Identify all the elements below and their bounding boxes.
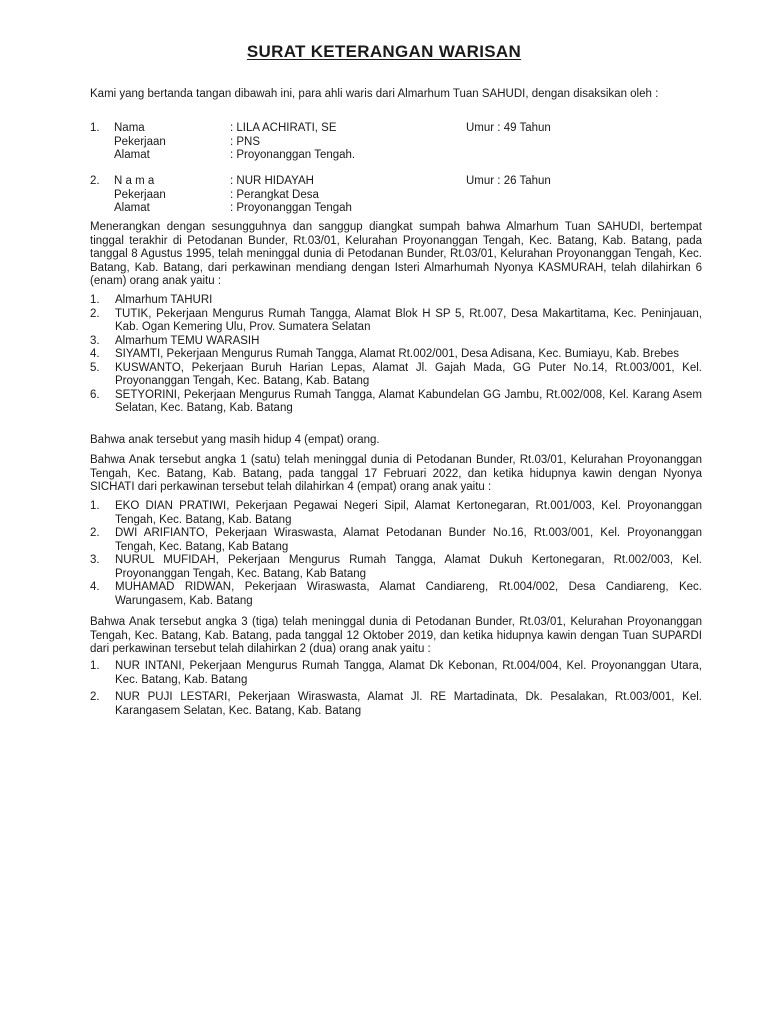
address-label: Alamat <box>114 149 150 161</box>
name-value: : LILA ACHIRATI, SE <box>230 122 337 134</box>
name-value: : NUR HIDAYAH <box>230 175 314 187</box>
address-label: Alamat <box>114 202 150 214</box>
job-label: Pekerjaan <box>114 188 166 201</box>
grandchildren-list-1 <box>90 500 702 608</box>
list-item: 4. MUHAMAD RIDWAN, Pekerjaan Wiraswasta, Alamat Candiareng, Rt.004/002, Desa Candiareng, Kec. Warungasem, Kab. Batang <box>90 581 702 607</box>
name-label: Nama <box>114 122 145 134</box>
grandchildren-list-3b <box>90 691 702 718</box>
job-value: : Perangkat Desa <box>230 188 319 201</box>
document-title: SURAT KETERANGAN WARISAN <box>246 42 522 61</box>
heir-number: 1. <box>90 122 100 134</box>
job-label: Pekerjaan <box>114 135 166 148</box>
child3-paragraph: Bahwa Anak tersebut angka 3 (tiga) telah meninggal dunia di Petodanan Bunder, Rt.03/01, Kelurahan Proyonanggan Tengah, Kec. Batang, Kab. Batang, pada tanggal 12 Oktober 2019, dan ketika hidupnya kawin dengan Tuan SUPARDI dari perkawinan tersebut telah dilahirkan 2 (dua) orang anak yaitu : <box>90 616 702 655</box>
heir-2 <box>90 175 702 216</box>
heir-number: 2. <box>90 175 100 187</box>
list-item: 1. EKO DIAN PRATIWI, Pekerjaan Pegawai Negeri Sipil, Alamat Kertonegaran, Rt.001/003, Kel. Proyonanggan Tengah, Kec. Batang, Kab. Batang <box>90 500 702 526</box>
list-item: 4. SIYAMTI, Pekerjaan Mengurus Rumah Tangga, Alamat Rt.002/001, Desa Adisana, Kec. Bumiayu, Kab. Brebes <box>90 348 680 360</box>
list-item: 2. TUTIK, Pekerjaan Mengurus Rumah Tangga, Alamat Blok H SP 5, Rt.007, Desa Makartitama, Kec. Peninjauan, Kab. Ogan Kemering Ulu, Prov. Sumatera Selatan <box>90 307 702 333</box>
name-label: N a m a <box>114 175 155 187</box>
list-item: 2. DWI ARIFIANTO, Pekerjaan Wiraswasta, Alamat Petodanan Bunder No.16, Rt.003/001, Kel. Proyonanggan Tengah, Kec. Batang, Kab Batang <box>90 527 702 553</box>
list-item: 5. KUSWANTO, Pekerjaan Buruh Harian Lepas, Alamat Jl. Gajah Mada, GG Puter No.14, Rt.003/001, Kel. Proyonanggan Tengah, Kec. Batang, Kab. Batang <box>90 361 702 387</box>
list-item: 3. NURUL MUFIDAH, Pekerjaan Mengurus Rumah Tangga, Alamat Dukuh Kertonegaran, Rt.002/003, Kel. Proyonanggan Tengah, Kec. Batang, Kab Batang <box>90 554 702 580</box>
grandchildren-list-3 <box>90 660 702 687</box>
age-value: Umur : 26 Tahun <box>466 175 551 187</box>
list-item: 1. Almarhum TAHURI <box>90 294 213 306</box>
child1-paragraph: Bahwa Anak tersebut angka 1 (satu) telah meninggal dunia di Petodanan Bunder, Rt.03/01, Kelurahan Proyonanggan Tengah, Kec. Batang, Kab. Batang, pada tanggal 17 Februari 2022, dan ketika hidupnya kawin dengan Nyonya SICHATI dari perkawinan tersebut telah dilahirkan 4 (empat) orang anak yaitu : <box>90 454 702 493</box>
address-value: : Proyonanggan Tengah. <box>230 149 356 161</box>
list-item: 6. SETYORINI, Pekerjaan Mengurus Rumah Tangga, Alamat Kabundelan GG Jambu, Rt.002/008, Kel. Karang Asem Selatan, Kec. Batang, Kab. Batang <box>90 388 702 414</box>
statement-paragraph: Menerangkan dengan sesungguhnya dan sanggup diangkat sumpah bahwa Almarhum Tuan SAHUDI, bertempat tinggal terakhir di Petodanan Bunder, Rt.03/01, Kelurahan Proyonanggan Tengah, Kec. Batang, Kab. Batang, pada tanggal 8 Agustus 1995, telah meninggal dunia di Petodanan Bunder, Rt.03/01, Kelurahan Proyonanggan Tengah, Kec. Batang, Kab. Batang, dari perkawinan mendiang dengan Isteri Almarhumah Nyonya KASMURAH, telah dilahirkan 6 (enam) orang anak yaitu : <box>90 221 702 287</box>
list-item: 3. Almarhum TEMU WARASIH <box>90 334 260 347</box>
job-value: : PNS <box>230 135 261 148</box>
children-list <box>90 294 702 416</box>
intro-paragraph: Kami yang bertanda tangan dibawah ini, para ahli waris dari Almarhum Tuan SAHUDI, dengan disaksikan oleh : <box>90 88 659 100</box>
list-item: 2. NUR PUJI LESTARI, Pekerjaan Wiraswasta, Alamat Jl. RE Martadinata, Dk. Pesalakan, Rt.003/001, Kel. Karangasem Selatan, Kec. Batang, Kab. Batang <box>90 691 702 717</box>
address-value: : Proyonanggan Tengah <box>230 202 352 214</box>
alive-note: Bahwa anak tersebut yang masih hidup 4 (empat) orang. <box>90 434 380 446</box>
list-item: 1. NUR INTANI, Pekerjaan Mengurus Rumah Tangga, Alamat Dk Kebonan, Rt.004/004, Kel. Proyonanggan Utara, Kec. Batang, Kab. Batang <box>90 660 702 686</box>
heir-1 <box>90 122 702 163</box>
age-value: Umur : 49 Tahun <box>466 122 551 134</box>
